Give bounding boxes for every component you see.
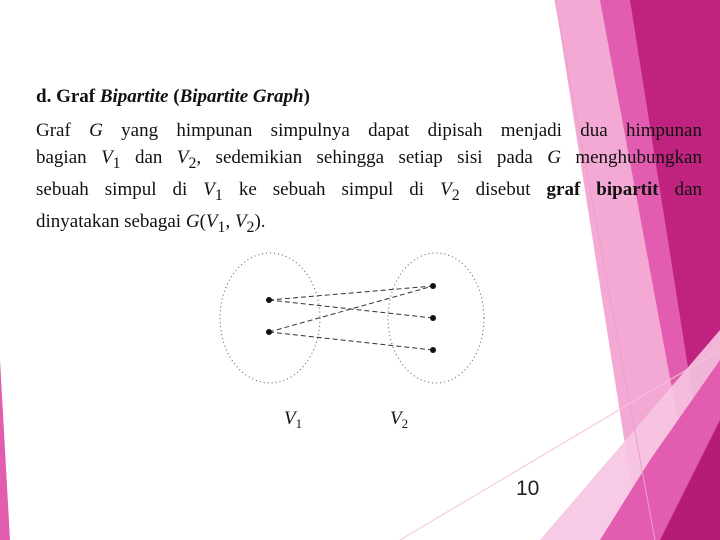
edge — [269, 332, 433, 350]
paragraph-line-4: dinyatakan sebagai $G(V_1$, $V_2$). — [36, 211, 266, 236]
heading-text: ( — [168, 86, 180, 107]
set-v1-ellipse — [220, 253, 320, 383]
paragraph-line-3: sebuah simpul di $V_1$ ke sebuah simpul di $V_2$ disebut graf bipartit dan — [36, 178, 703, 204]
page-number: 10 — [516, 477, 540, 500]
heading-italic-bipartite: Bipartite — [99, 86, 169, 107]
vertex-v1 — [266, 297, 272, 303]
edge — [269, 300, 433, 318]
vertex-v2 — [430, 283, 436, 289]
label-v1: $V_1$ — [284, 408, 303, 431]
paragraph-line-1: Graf G yang himpunan simpulnya dapat dipisah menjadi dua himpunan — [36, 120, 702, 141]
heading-text: ) — [303, 86, 310, 107]
term-graf-bipartit: graf bipartit — [546, 178, 659, 200]
heading-italic-bipartite-graph: Bipartite Graph — [179, 86, 304, 107]
vertex-v1 — [266, 329, 272, 335]
paragraph-line-2: bagian $V_1$ dan $V_2$, sedemikian sehingga setiap sisi pada G menghubungkan — [36, 146, 702, 172]
label-v2: $V_2$ — [390, 408, 409, 431]
vertex-v2 — [430, 347, 436, 353]
vertex-v2 — [430, 315, 436, 321]
heading-text: d. Graf — [36, 86, 100, 107]
